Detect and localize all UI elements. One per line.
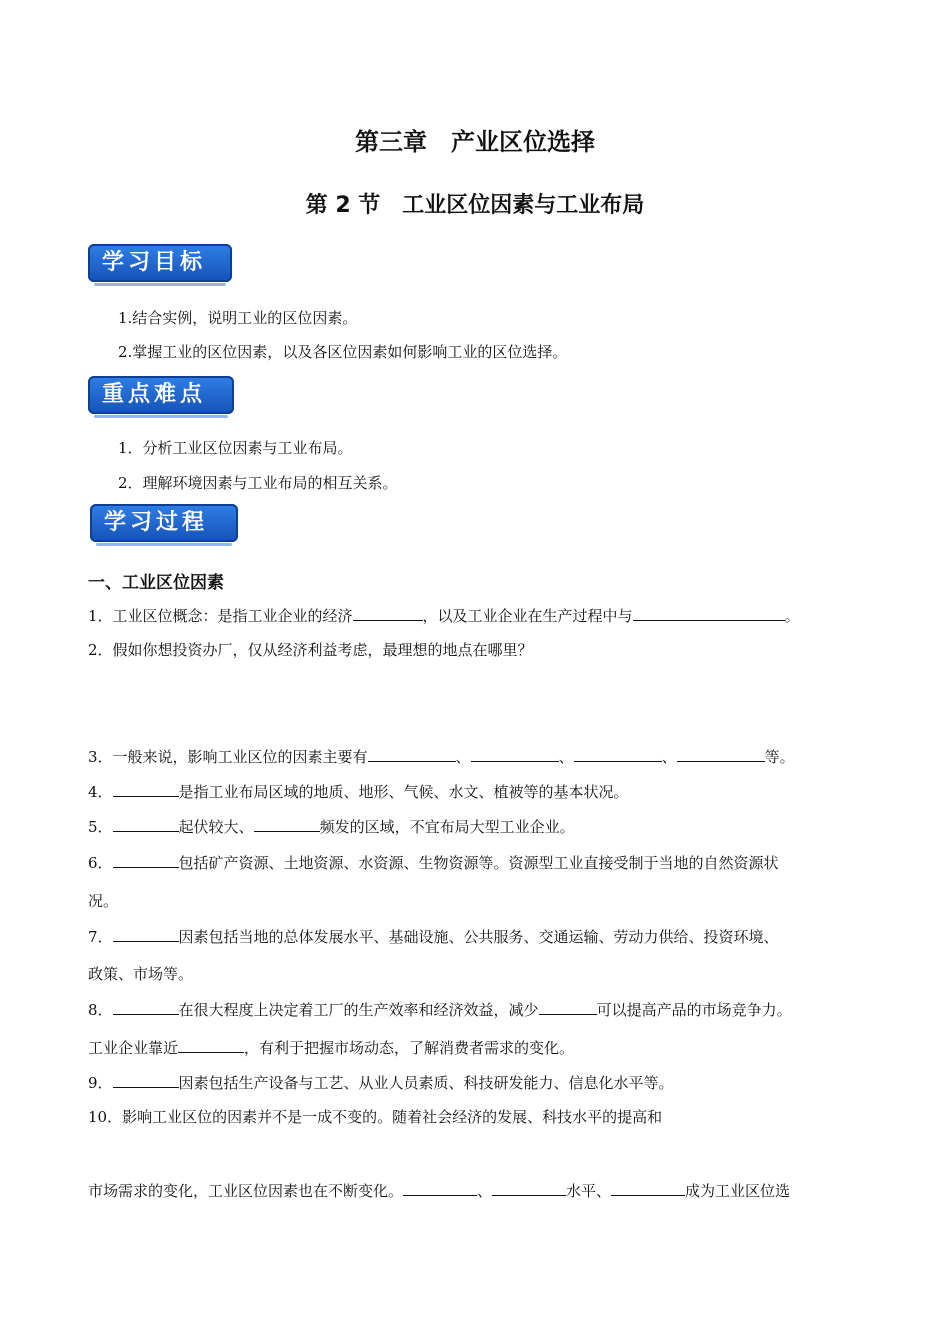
q8-text-d: 工业企业靠近 [88, 1039, 179, 1057]
question-2: 2．假如你想投资办厂，仅从经济利益考虑，最理想的地点在哪里？ [88, 641, 533, 659]
q9-text-b: 因素包括生产设备与工艺、从业人员素质、科技研发能力、信息化水平等。 [178, 1074, 674, 1092]
question-7 [88, 926, 779, 947]
q3-sep-3: 、 [661, 748, 677, 766]
q1-text-a: 1．工业区位概念：是指工业企业的经济 [88, 607, 353, 625]
q3-text-a: 3．一般来说，影响工业区位的因素主要有 [88, 748, 368, 766]
q9-text-a: 9． [88, 1074, 113, 1092]
objective-item-2: 2.掌握工业的区位因素，以及各区位因素如何影响工业的区位选择。 [118, 343, 568, 361]
question-7-cont: 政策、市场等。 [88, 965, 194, 983]
badge-learning-objectives: 学习目标 [88, 244, 232, 282]
q3-blank-2[interactable] [471, 746, 559, 762]
section-title: 第 2 节 工业区位因素与工业布局 [305, 193, 645, 218]
q5-text-a: 5． [88, 818, 113, 836]
q8-text-a: 8． [88, 1001, 113, 1019]
question-9 [88, 1072, 674, 1093]
q10-blank-1[interactable] [403, 1180, 477, 1196]
q4-text-b: 是指工业布局区域的地质、地形、气候、水文、植被等的基本状况。 [178, 783, 629, 801]
q3-blank-4[interactable] [677, 746, 765, 762]
q10-blank-2[interactable] [492, 1180, 566, 1196]
q1-blank-1[interactable] [353, 605, 423, 621]
q5-blank-1[interactable] [113, 816, 179, 832]
q5-blank-2[interactable] [254, 816, 320, 832]
q6-blank-1[interactable] [113, 852, 179, 868]
question-1 [88, 605, 800, 626]
q10-text-d: 成为工业区位选 [685, 1182, 791, 1200]
q8-text-b: 在很大程度上决定着工厂的生产效率和经济效益，减少 [178, 1001, 539, 1019]
q5-text-b: 起伏较大、 [178, 818, 254, 836]
question-6-cont: 况。 [88, 892, 119, 910]
q6-text-b: 包括矿产资源、土地资源、水资源、生物资源等。资源型工业直接受制于当地的自然资源状 [178, 854, 779, 872]
q1-text-c: 。 [784, 607, 800, 625]
q8-text-e: ，有利于把握市场动态，了解消费者需求的变化。 [244, 1039, 575, 1057]
q10-text-c: 水平、 [566, 1182, 612, 1200]
q1-text-b: ，以及工业企业在生产过程中与 [422, 607, 633, 625]
question-6 [88, 852, 779, 873]
question-10: 10．影响工业区位的因素并不是一成不变的。随着社会经济的发展、科技水平的提高和 [88, 1108, 663, 1126]
q3-end: 等。 [764, 748, 795, 766]
q1-blank-2[interactable] [633, 605, 785, 621]
q3-sep-2: 、 [558, 748, 574, 766]
q10-text-b: 市场需求的变化，工业区位因素也在不断变化。 [88, 1182, 404, 1200]
question-10-cont [88, 1180, 790, 1201]
question-3 [88, 746, 795, 767]
q5-text-c: 频发的区域，不宜布局大型工业企业。 [319, 818, 575, 836]
q8-blank-2[interactable] [539, 999, 597, 1015]
section-heading-location-factors: 一、工业区位因素 [88, 573, 224, 593]
q3-blank-1[interactable] [368, 746, 456, 762]
q10-sep: 、 [477, 1182, 493, 1200]
q10-blank-3[interactable] [611, 1180, 685, 1196]
q7-text-b: 因素包括当地的总体发展水平、基础设施、公共服务、交通运输、劳动力供给、投资环境、 [178, 928, 779, 946]
question-4 [88, 781, 629, 802]
q7-blank-1[interactable] [113, 926, 179, 942]
q7-text-a: 7． [88, 928, 113, 946]
question-8 [88, 999, 792, 1020]
badge-key-points: 重点难点 [88, 376, 234, 414]
question-8-cont [88, 1037, 574, 1058]
chapter-title: 第三章 产业区位选择 [355, 128, 595, 156]
question-5 [88, 816, 575, 837]
key-point-item-2: 2．理解环境因素与工业布局的相互关系。 [118, 474, 398, 492]
q9-blank-1[interactable] [113, 1072, 179, 1088]
q4-text-a: 4． [88, 783, 113, 801]
q3-sep-1: 、 [455, 748, 471, 766]
q8-blank-3[interactable] [178, 1037, 244, 1053]
objective-item-1: 1.结合实例，说明工业的区位因素。 [118, 309, 358, 327]
q8-blank-1[interactable] [113, 999, 179, 1015]
q3-blank-3[interactable] [574, 746, 662, 762]
key-point-item-1: 1．分析工业区位因素与工业布局。 [118, 439, 353, 457]
q4-blank-1[interactable] [113, 781, 179, 797]
badge-learning-process: 学习过程 [90, 504, 238, 542]
q6-text-a: 6． [88, 854, 113, 872]
q8-text-c: 可以提高产品的市场竞争力。 [596, 1001, 792, 1019]
